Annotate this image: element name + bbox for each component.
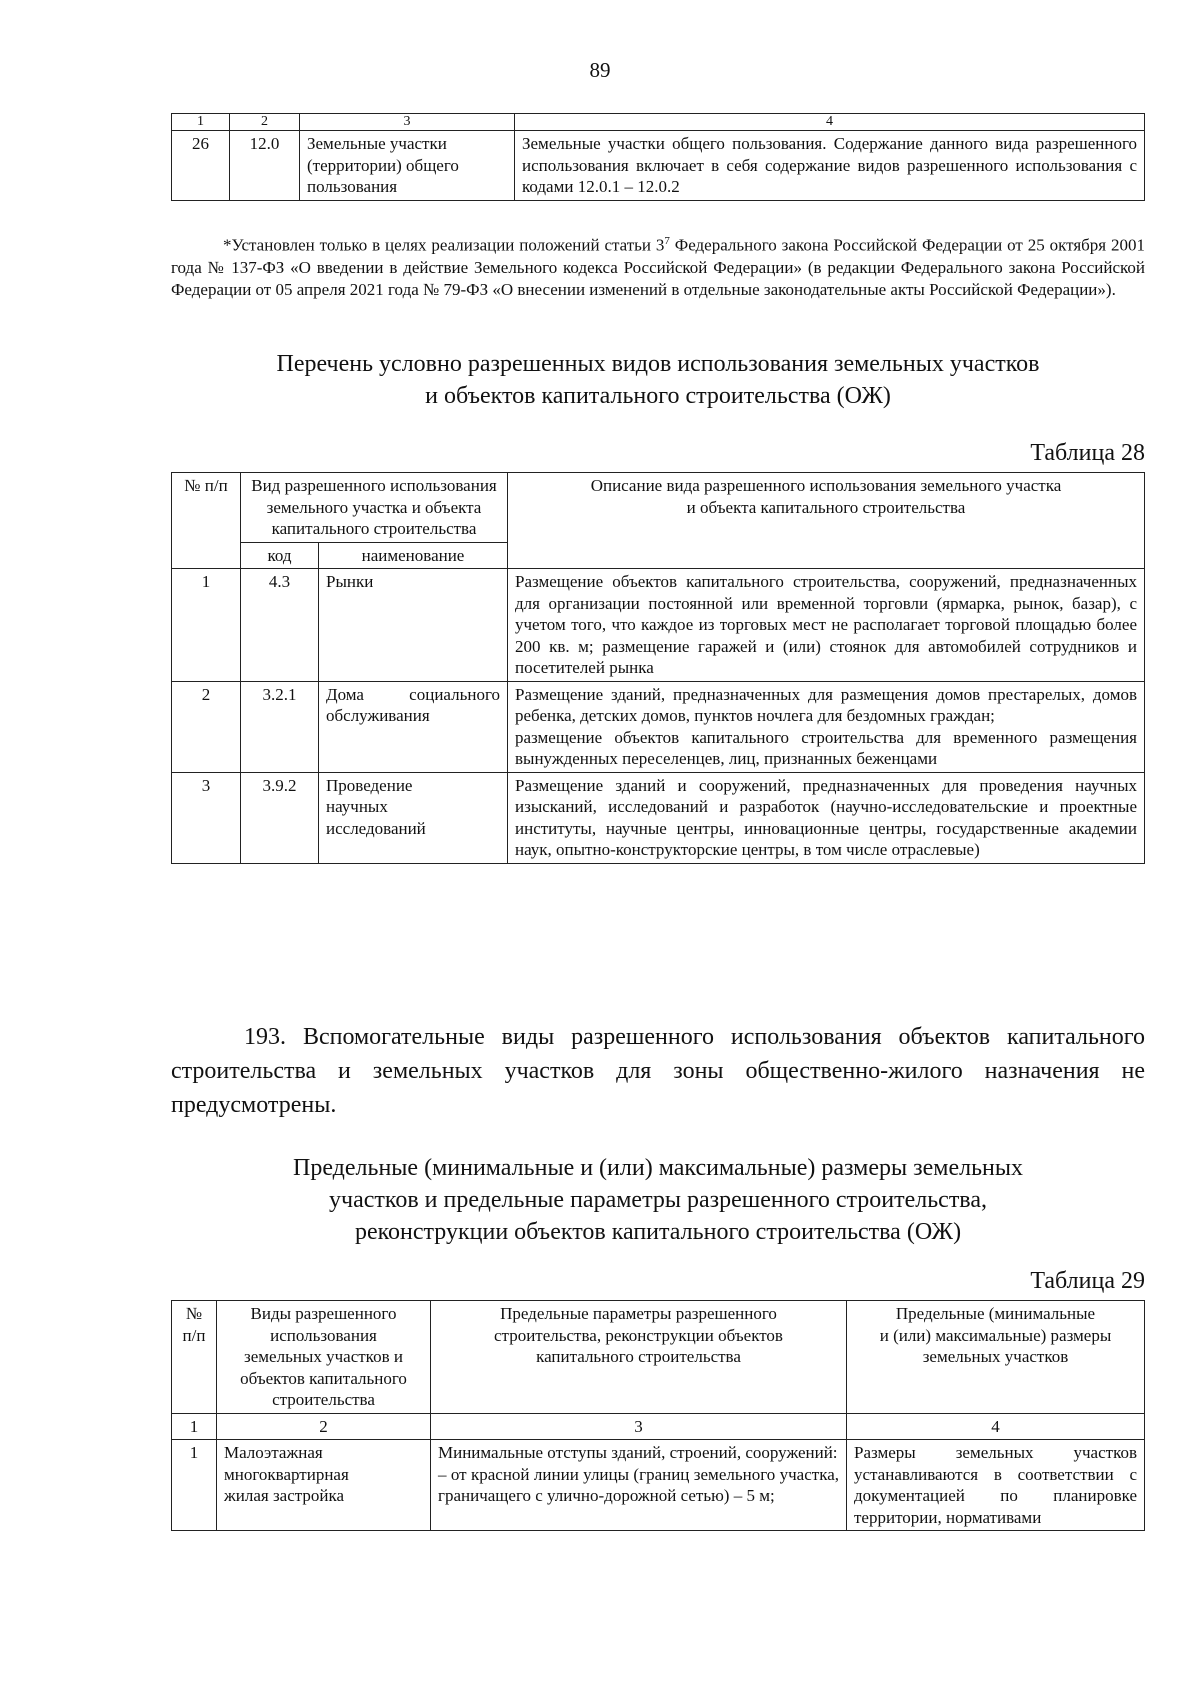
paragraph-193 (171, 1020, 1145, 1122)
row-code: 3.9.2 (241, 772, 319, 863)
table-row (172, 1440, 1145, 1531)
heading-line: Предельные (минимальные и (или) максимальные) размеры земельных (293, 1155, 1023, 1181)
page-number: 89 (589, 58, 611, 82)
heading-line: реконструкции объектов капитального строительства (ОЖ) (354, 1219, 962, 1245)
header-description (508, 473, 1145, 569)
column-number: 1 (172, 1413, 217, 1440)
header-row (172, 473, 1145, 543)
header-kind: Вид разрешенного использования земельного участка и объекта капитального строительства (241, 473, 508, 543)
row-name: Рынки (319, 569, 508, 682)
table-29 (171, 1300, 1145, 1531)
footnote-superscript: 7 (664, 235, 670, 247)
row-kind: Малоэтажная многоквартирная жилая застройка (217, 1440, 431, 1531)
heading-line: и объектов капитального строительства (ОЖ) (425, 383, 891, 409)
row-number: 3 (172, 772, 241, 863)
row-sizes: Размеры земельных участков устанавливаются в соответствии с документацией по планировке территории, нормативами (847, 1440, 1145, 1531)
params-part: Минимальные отступы зданий, строений, сооружений: (438, 1443, 838, 1462)
column-number: 3 (431, 1413, 847, 1440)
column-numbers-row (172, 1413, 1145, 1440)
footnote (171, 230, 1145, 301)
params-part: – от красной линии улицы (границ земельного участка, граничащего с улично-дорожной сетью) – 5 м; (438, 1464, 839, 1505)
table-label-29: Таблица 29 (1030, 1268, 1145, 1294)
row-description: Земельные участки общего пользования. Содержание данного вида разрешенного использования включает в себя содержание видов разрешенного использования с кодами 12.0.1 – 12.0.2 (515, 131, 1145, 201)
row-code: 4.3 (241, 569, 319, 682)
column-number: 2 (217, 1413, 431, 1440)
table-28 (171, 472, 1145, 864)
header-name: наименование (319, 542, 508, 569)
header-sizes (847, 1301, 1145, 1414)
table-row (172, 681, 1145, 772)
row-code: 3.2.1 (241, 681, 319, 772)
header-code: код (241, 542, 319, 569)
row-name: Земельные участки (территории) общего пользования (300, 131, 515, 201)
row-params (431, 1440, 847, 1531)
column-number: 2 (230, 114, 300, 131)
row-number: 1 (172, 1440, 217, 1531)
row-name: Проведение научных исследований (319, 772, 508, 863)
table-continuation (171, 113, 1145, 201)
column-number: 4 (515, 114, 1145, 131)
paragraph-text: 193. Вспомогательные виды разрешенного использования объектов капитального строительства и земельных участков для зоны общественно-жилого назначения не предусмотрены. (171, 1024, 1145, 1118)
footnote-text: *Установлен только в целях реализации положений статьи 3 (223, 235, 665, 255)
section-heading-28 (171, 348, 1145, 412)
row-number: 26 (172, 131, 230, 201)
heading-line: участков и предельные параметры разрешенного строительства, (329, 1187, 987, 1213)
description-part: размещение объектов капитального строительства для временного размещения вынужденных переселенцев, лиц, признанных беженцами (515, 727, 1137, 768)
header-line: Предельные (минимальные (895, 1304, 1096, 1323)
row-description: Размещение зданий и сооружений, предназначенных для проведения научных изысканий, исследований и разработок (научно-исследовательские и проектные институты, научные центры, инновационные центры, государственные академии наук, опытно-конструкторские центры, в том числе отраслевые) (508, 772, 1145, 863)
header-num: № п/п (172, 1301, 217, 1414)
row-description (508, 681, 1145, 772)
table-label-28: Таблица 28 (1030, 440, 1145, 466)
section-heading-29 (171, 1152, 1145, 1248)
column-number: 3 (300, 114, 515, 131)
table-row (172, 569, 1145, 682)
table-row (172, 131, 1145, 201)
description-part: Размещение зданий, предназначенных для размещения домов престарелых, домов ребенка, детских домов, пунктов ночлега для бездомных граждан; (515, 684, 1137, 725)
row-number: 2 (172, 681, 241, 772)
header-line: Описание вида разрешенного использования земельного участка (590, 476, 1062, 495)
header-num: № п/п (172, 473, 241, 569)
header-line: и (или) максимальные) размеры земельных участков (879, 1325, 1112, 1366)
header-params: Предельные параметры разрешенного строительства, реконструкции объектов капитального строительства (431, 1301, 847, 1414)
header-row (172, 1301, 1145, 1414)
row-name: Дома социального обслуживания (319, 681, 508, 772)
row-number: 1 (172, 569, 241, 682)
row-description: Размещение объектов капитального строительства, сооружений, предназначенных для организации постоянной или временной торговли (ярмарка, рынок, базар), с учетом того, что каждое из торговых мест не располагает торговой площадью более 200 кв. м; размещение гаражей и (или) стоянок для автомобилей сотрудников и посетителей рынка (508, 569, 1145, 682)
column-numbers-row (172, 114, 1145, 131)
footnote-text-rest: Федерального закона Российской Федерации от 25 октября 2001 года № 137-ФЗ «О введении в действие Земельного кодекса Российской Федерации» (в редакции Федерального закона Российской Федерации от 05 апреля 2021 года № 79-ФЗ «О внесении изменений в отдельные законодательные акты Российской Федерации»). (171, 235, 1145, 299)
row-code: 12.0 (230, 131, 300, 201)
header-line: и объекта капитального строительства (686, 497, 966, 517)
column-number: 1 (172, 114, 230, 131)
column-number: 4 (847, 1413, 1145, 1440)
table-row (172, 772, 1145, 863)
header-kinds: Виды разрешенного использования земельных участков и объектов капитального строительства (217, 1301, 431, 1414)
heading-line: Перечень условно разрешенных видов использования земельных участков (276, 351, 1040, 377)
